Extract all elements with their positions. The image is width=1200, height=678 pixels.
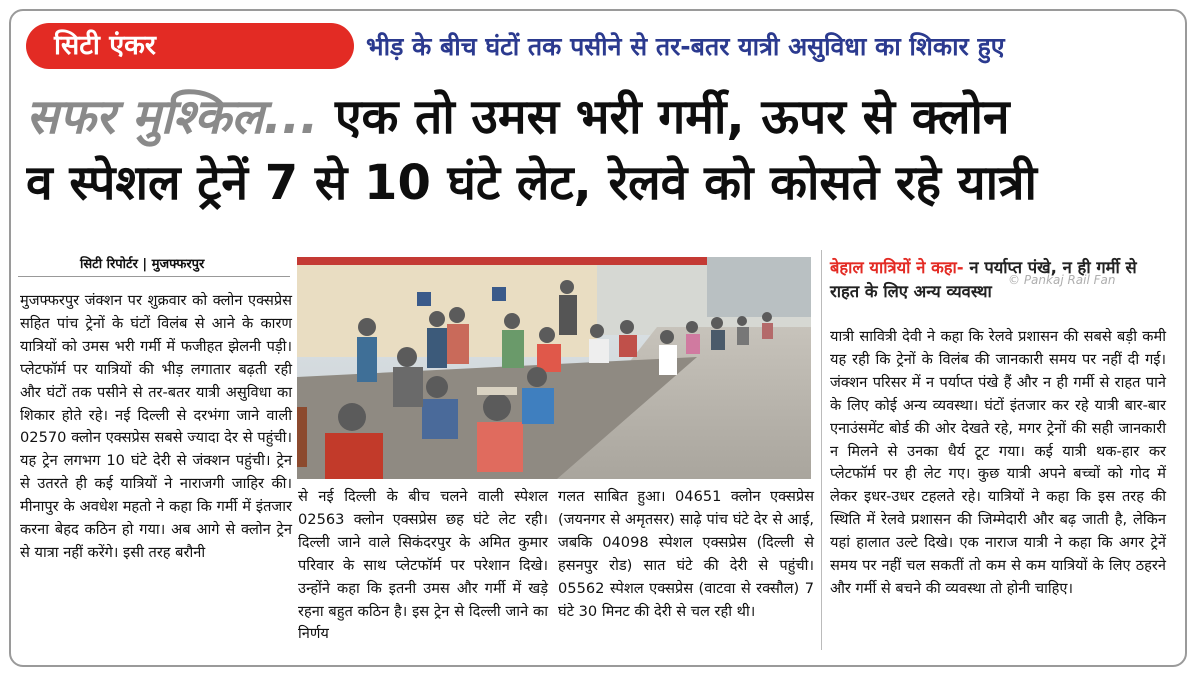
article-column-4: यात्री सावित्री देवी ने कहा कि रेलवे प्रशासन की सबसे बड़ी कमी यह रही कि ट्रेनों के विलंब की जानकारी समय पर नहीं दी गई। जंक्शन परिसर में न पर्याप्त पंखे हैं और न ही गर्मी से राहत पाने के लिए कोई अन्य व्यवस्था। घंटों इंतजार कर रहे यात्री बार-बार एनाउंसमेंट बोर्ड की ओर देखते रहे, मगर ट्रेनों की सही जानकारी न मिलने से उनका धैर्य टूट गया। कई यात्री थक-हार कर प्लेटफॉर्म पर ही लेट गए। कुछ यात्री अपने बच्चों को गोद में लेकर इधर-उधर टहलते रहे। यात्रियों ने कहा कि इस तरह की स्थिति में रेलवे प्रशासन की जिम्मेदारी और बढ़ जाती है, लेकिन यहां हालात उल्टे दिखे। एक नाराज यात्री ने कहा कि अगर ट्रेनें समय पर नहीं चल सकतीं तो कम से कम यात्रियों के लिए ठहरने और गर्मी से बचने की व्यवस्था तो होनी चाहिए। [830, 328, 1166, 597]
watermark: © Pankaj Rail Fan [1008, 273, 1116, 287]
section-tag: सिटी एंकर [26, 23, 354, 69]
article-column-1: मुजफ्फरपुर जंक्शन पर शुक्रवार को क्लोन एक्सप्रेस सहित पांच ट्रेनों के घंटों विलंब से आने के कारण यात्रियों को उमस भरी गर्मी में फजीहत झेलनी पड़ी। प्लेटफॉर्म पर यात्रियों की भीड़ लगातार बढ़ती रही और घंटों तक पसीने से तर-बतर यात्री असुविधा का शिकार होते रहे। नई दिल्ली से दरभंगा जाने वाली 02570 क्लोन एक्सप्रेस सबसे ज्यादा देर से पहुंची। यह ट्रेन लगभग 10 घंटे देरी से जंक्शन पहुंची। ट्रेन से उतरते ही कई यात्रियों ने नाराजगी जाहिर की। मीनापुर के अवधेश महतो ने कहा कि गर्मी में इंतजार करना बेहद कठिन हो गया। अब आगे से क्लोन ट्रेन से यात्रा नहीं करेंगे। इसी तरह बरौनी [20, 292, 292, 561]
article-column-3: गलत साबित हुआ। 04651 क्लोन एक्सप्रेस (जयनगर से अमृतसर) साढ़े पांच घंटे देर से आई, जबकि 04098 स्पेशल एक्सप्रेस (दिल्ली से हसनपुर रोड) सात घंटे की देरी से पहुंची। 05562 स्पेशल एक्सप्रेस (वाटवा से रक्सौल) 7 घंटे 30 मिनट की देरी से चल रही थी। [558, 488, 814, 620]
headline-line-1 [26, 84, 1176, 150]
headline-lead: सफर मुश्किल... [26, 89, 319, 145]
side-headline-rest: न पर्याप्त पंखे, न ही गर्मी से राहत के लिए अन्य व्यवस्था [830, 258, 1137, 301]
side-headline [830, 256, 1170, 304]
kicker-headline: भीड़ के बीच घंटों तक पसीने से तर-बतर यात्री असुविधा का शिकार हुए [366, 32, 1005, 61]
side-headline-lead: बेहाल यात्रियों ने कहा- [830, 258, 964, 277]
headline-line-1-rest: एक तो उमस भरी गर्मी, ऊपर से क्लोन [334, 89, 1010, 145]
platform-crowd-photo [297, 257, 811, 479]
byline-divider [18, 276, 290, 277]
headline-line-2: व स्पेशल ट्रेनें 7 से 10 घंटे लेट, रेलवे को कोसते रहे यात्री [26, 155, 1037, 211]
article-column-2: से नई दिल्ली के बीच चलने वाली स्पेशल 02563 क्लोन एक्सप्रेस छह घंटे लेट रही। दिल्ली जाने वाले सिकंदरपुर के अमित कुमार परिवार के साथ प्लेटफॉर्म पर परेशान दिखे। उन्होंने कहा कि इतनी उमस और गर्मी में खड़े रहना बहुत कठिन है। इस ट्रेन से दिल्ली जाने का निर्णय [298, 488, 548, 643]
main-headline [26, 84, 1176, 216]
column-divider [821, 250, 822, 650]
byline: सिटी रिपोर्टर | मुजफ्फरपुर [80, 257, 205, 272]
